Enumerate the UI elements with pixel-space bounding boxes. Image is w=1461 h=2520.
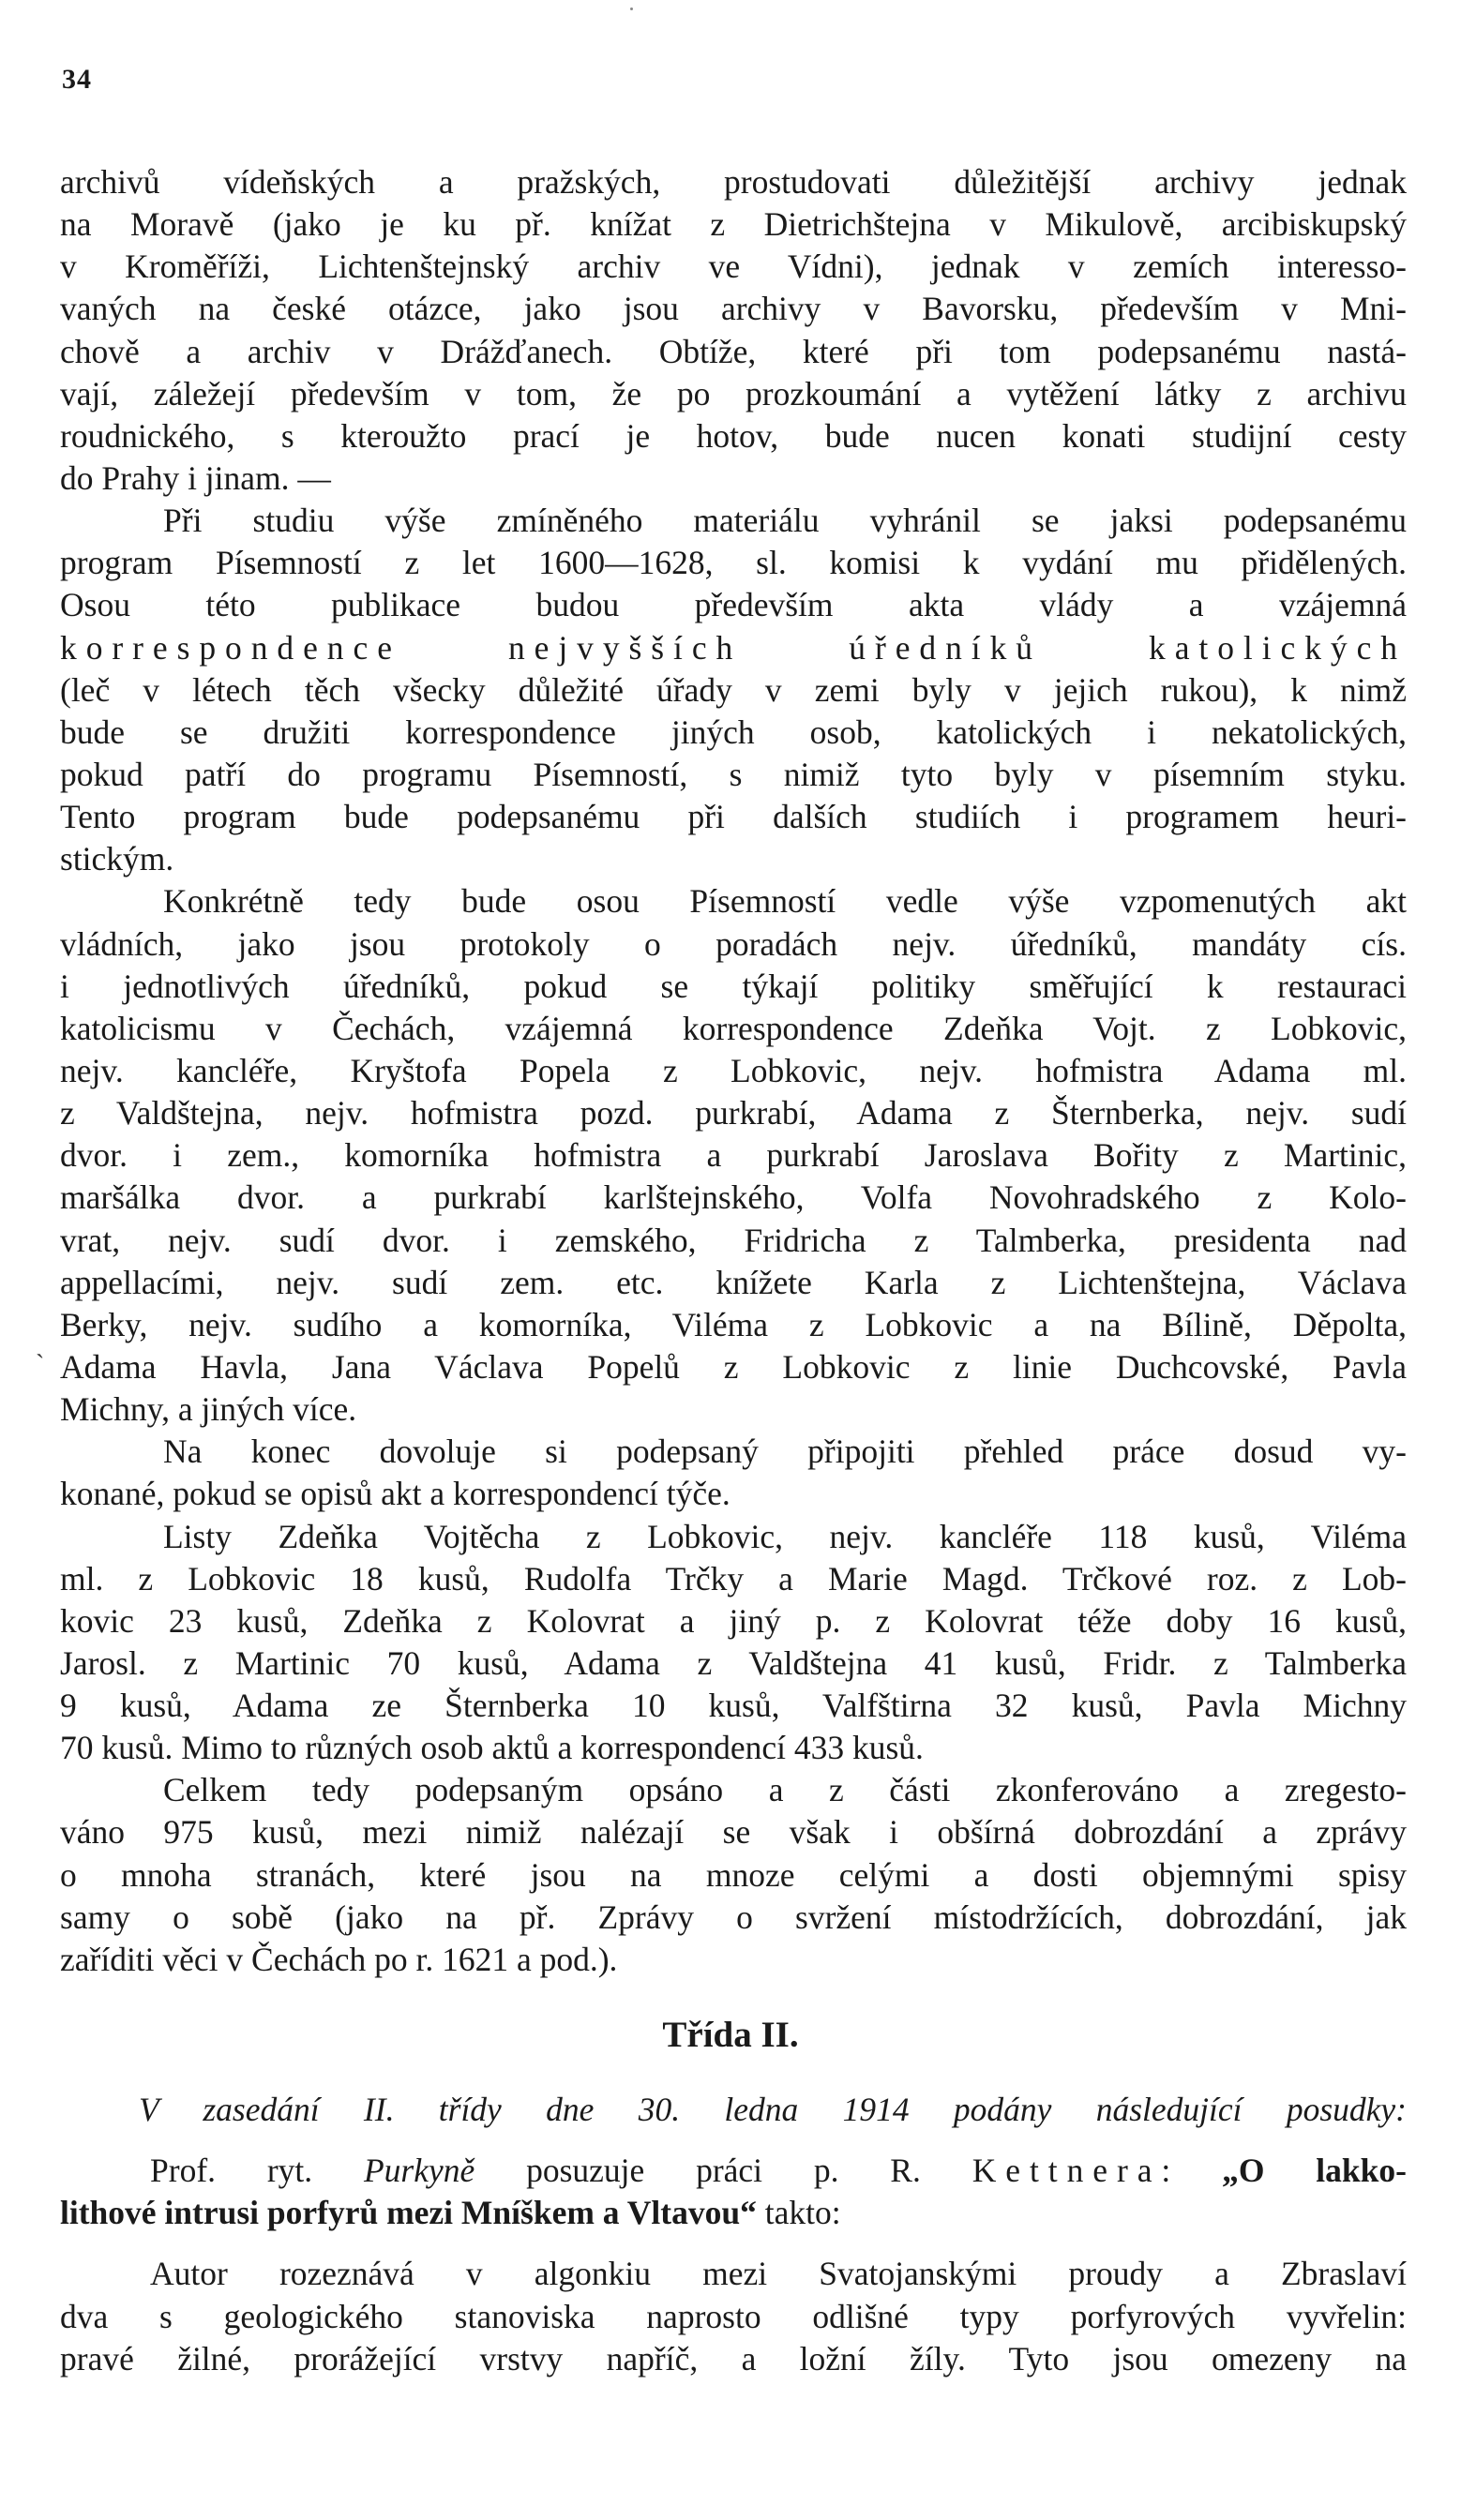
text-line: Berky, nejv. sudího a komorníka, Viléma z Lobkovic a na Bílině, Děpolta,: [60, 1305, 1407, 1343]
text-line: Při studiu výše zmíněného materiálu vyhránil se jaksi podepsanému: [163, 502, 1407, 540]
text-line: dvor. i zem., komorníka hofmistra a purkrabí Jaroslava Bořity z Martinic,: [60, 1136, 1407, 1175]
text-line: kovic 23 kusů, Zdeňka z Kolovrat a jiný p. z Kolovrat téže doby 16 kusů,: [60, 1601, 1407, 1640]
text-line: vrat, nejv. sudí dvor. i zemského, Fridricha z Talmberka, presidenta nad: [60, 1221, 1407, 1259]
text-line: Jarosl. z Martinic 70 kusů, Adama z Valdštejna 41 kusů, Fridr. z Talmberka: [60, 1643, 1407, 1682]
section-1-text: [60, 161, 1407, 1981]
text-line: konané, pokud se opisů akt a korrespondencí týče.: [60, 1475, 730, 1513]
text-line: v Kroměříži, Lichtenštejnský archiv ve Vídni), jednak v zemích interesso-: [60, 248, 1407, 286]
page-number: 34: [62, 64, 92, 95]
review-prefix: Prof. ryt.: [150, 2152, 364, 2190]
text-line: i jednotlivých úředníků, pokud se týkají politiky směřující k restauraci: [60, 967, 1407, 1005]
text-line: vají, záležejí především v tom, že po prozkoumání a vytěžení látky z archivu: [60, 374, 1407, 412]
text-line: dva s geologického stanoviska naprosto odlišné typy porfyrových vyvřelin:: [60, 2297, 1407, 2335]
text-line: Adama Havla, Jana Václava Popelů z Lobkovic z linie Duchcovské, Pavla: [60, 1347, 1407, 1386]
text-line: z Valdštejna, nejv. hofmistra pozd. purkrabí, Adama z Šternberka, nejv. sudí: [60, 1094, 1407, 1132]
text-line-spaced: korrespondence nejvyšších úředníků katolických: [60, 628, 1407, 667]
section-title: Třída II.: [662, 2015, 799, 2055]
text-line: 70 kusů. Mimo to různých osob aktů a korrespondencí 433 kusů.: [60, 1729, 924, 1767]
text-line: (leč v létech těch všecky důležité úřady v zemi byly v jejich rukou), k nimž: [60, 670, 1407, 709]
text-line: pravé žilné, prorážející vrstvy napříč, a ložní žíly. Tyto jsou omezeny na: [60, 2339, 1407, 2378]
text-line: roudnického, s kteroužto prací je hotov, bude nucen konati studijní cesty: [60, 416, 1407, 455]
review-line: [60, 2150, 1407, 2192]
spacer: [60, 2234, 1407, 2253]
text-line: 9 kusů, Adama ze Šternberka 10 kusů, Valfštirna 32 kusů, Pavla Michny: [60, 1687, 1407, 1725]
text-line: katolicismu v Čechách, vzájemná korrespondence Zdeňka Vojt. z Lobkovic,: [60, 1009, 1407, 1047]
text-line: pokud patří do programu Písemností, s nimiž tyto byly v písemním styku.: [60, 755, 1407, 793]
review-line: [60, 2192, 1407, 2234]
margin-mark: `: [36, 1350, 45, 1379]
text-line: na Moravě (jako je ku př. knížat z Dietrichštejna v Mikulově, arcibiskupský: [60, 205, 1407, 244]
section-2-text: [60, 2089, 1407, 2380]
text-line: vládních, jako jsou protokoly o poradách nejv. úředníků, mandáty cís.: [60, 924, 1407, 963]
review-end: takto:: [756, 2194, 841, 2232]
spacer: [60, 2131, 1407, 2150]
text-line: Celkem tedy podepsaným opsáno a z části zkonferováno a zregesto-: [163, 1771, 1407, 1809]
text-line: vaných na české otázce, jako jsou archivy v Bavorsku, především v Mni-: [60, 290, 1407, 328]
text-line: Na konec dovoluje si podepsaný připojiti přehled práce dosud vy-: [163, 1432, 1407, 1471]
text-line: program Písemností z let 1600—1628, sl. komisi k vydání mu přidělených.: [60, 544, 1407, 582]
work-title-start: „O lakko-: [1222, 2152, 1407, 2190]
text-line: do Prahy i jinam. —: [60, 458, 331, 497]
session-intro: V zasedání II. třídy dne 30. ledna 1914 podány následující posudky:: [139, 2091, 1407, 2128]
text-line: samy o sobě (jako na př. Zprávy o svržení místodržících, dobrozdání, jak: [60, 1898, 1407, 1936]
review-colon: :: [1161, 2152, 1223, 2190]
text-line: Konkrétně tedy bude osou Písemností vedle výše vzpomenutých akt: [163, 882, 1407, 921]
text-line: o mnoha stranách, které jsou na mnoze celými a dosti objemnými spisy: [60, 1855, 1407, 1894]
work-title-end: lithové intrusi porfyrů mezi Mníškem a Vltavou“: [60, 2194, 757, 2232]
review-mid: posuzuje práci p. R.: [474, 2152, 972, 2190]
text-line: appellacími, nejv. sudí zem. etc. knížete Karla z Lichtenštejna, Václava: [60, 1263, 1407, 1301]
text-line: zaříditi věci v Čechách po r. 1621 a pod.).: [60, 1940, 618, 1978]
text-line: Michny, a jiných více.: [60, 1390, 357, 1429]
text-line: Listy Zdeňka Vojtěcha z Lobkovic, nejv. kancléře 118 kusů, Viléma: [163, 1517, 1407, 1555]
text-line: Autor rozeznává v algonkiu mezi Svatojanskými proudy a Zbraslaví: [150, 2255, 1407, 2293]
text-line: Osou této publikace budou především akta vlády a vzájemná: [60, 586, 1407, 624]
text-line: Tento program bude podepsanému při dalších studiích i programem heuri-: [60, 798, 1407, 836]
text-line: ml. z Lobkovic 18 kusů, Rudolfa Trčky a Marie Magd. Trčkové roz. z Lob-: [60, 1559, 1407, 1598]
text-line: váno 975 kusů, mezi nimiž nalézají se však i obšírná dobrozdání a zprávy: [60, 1813, 1407, 1852]
reviewer-name: Purkyně: [363, 2152, 475, 2190]
text-line: bude se družiti korrespondence jiných osob, katolických i nekatolických,: [60, 712, 1407, 751]
text-line: chově a archiv v Drážďanech. Obtíže, které při tom podepsanému nastá-: [60, 332, 1407, 370]
text-line: stickým.: [60, 840, 174, 878]
text-line: maršálka dvor. a purkrabí karlštejnského, Volfa Novohradského z Kolo-: [60, 1178, 1407, 1217]
text-line: nejv. kancléře, Kryštofa Popela z Lobkovic, nejv. hofmistra Adama ml.: [60, 1051, 1407, 1089]
text-line: archivů vídeňských a pražských, prostudovati důležitější archivy jednak: [60, 163, 1407, 201]
scan-speck: [630, 8, 633, 10]
author-name: Kettnera: [971, 2152, 1162, 2190]
